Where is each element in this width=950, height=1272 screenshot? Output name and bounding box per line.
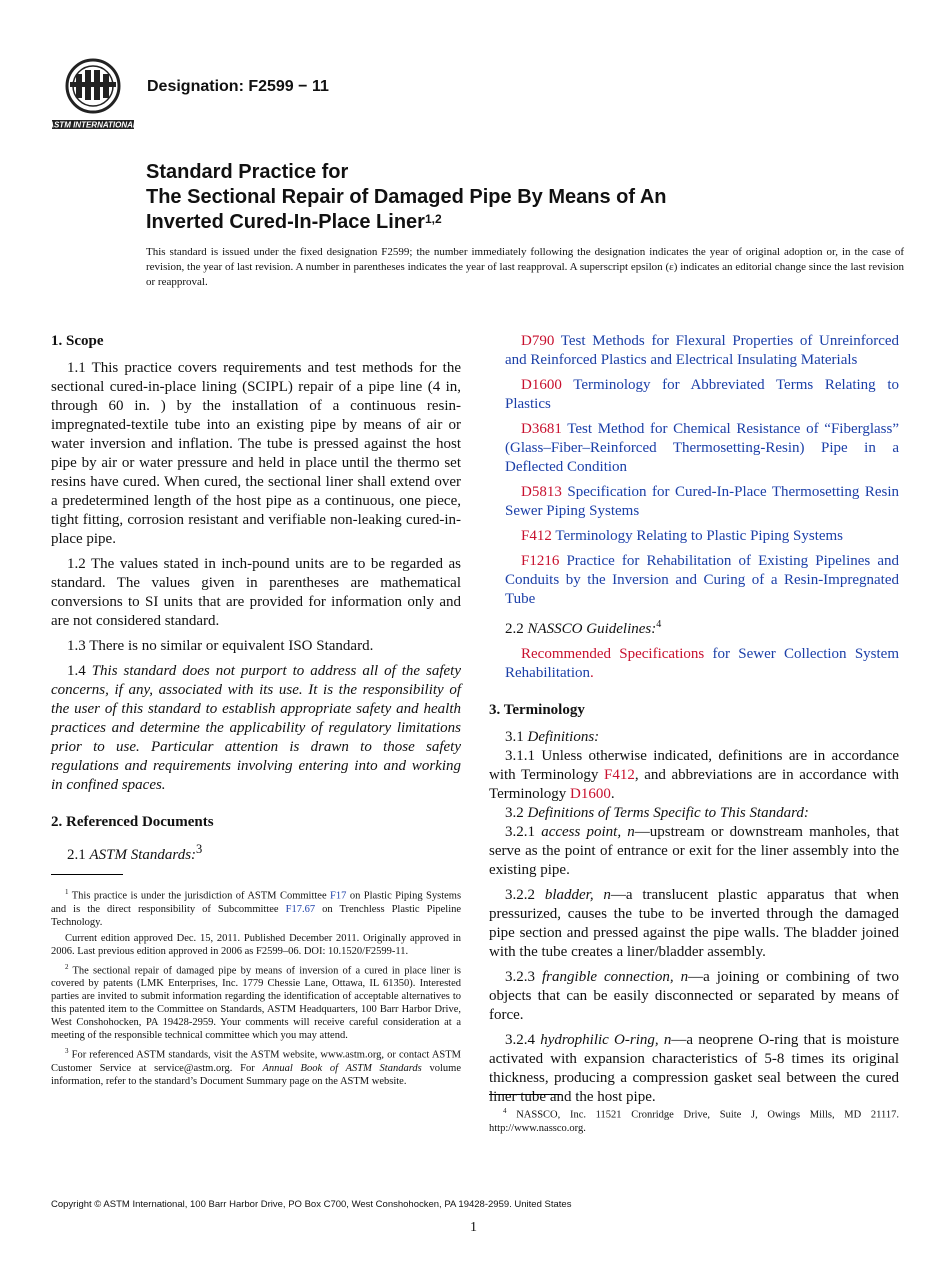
terminology-heading: 3. Terminology: [489, 702, 585, 718]
scope-heading: 1. Scope: [51, 333, 104, 349]
paragraph-1-3: 1.3 There is no similar or equivalent ISO Standard.: [67, 638, 374, 654]
footnotes-right: [489, 1105, 899, 1138]
paragraph-1-4: 1.4 This standard does not purport to address all of the safety concerns, if any, associated with its use. It is the responsibility of the user of this standard to establish appropriate safety and health practices and determine the applicability of regulatory limitations prior to use. Particular attention is drawn to those safety regulations and requirements involving entering into and working in confined spaces.: [51, 663, 462, 793]
document-title: [146, 160, 866, 235]
footnote-divider-right: [489, 1094, 561, 1095]
footnote-3: $^3$ For referenced ASTM standards, visit the ASTM website, www.astm.org, or contact ASTM Customer Service at service@astm.org. For Annual Book of ASTM Standards volume information, refer to the standard’s Document Summary page on the ASTM website.: [51, 1047, 462, 1087]
paragraph-3-1: 3.1 Definitions:: [505, 729, 600, 745]
left-column: [51, 332, 461, 871]
ref-item[interactable]: D5813 Specification for Cured-In-Place Thermosetting Resin Sewer Piping Systems: [505, 484, 900, 519]
definition-3-2-2: 3.2.2 bladder, n—a translucent plastic apparatus that when pressurized, causes the tube to be inverted through the damaged pipe section and pressed against the pipe walls. The bladder joined with the tube creates a liner/bladder assembly.: [489, 887, 900, 960]
designation: Designation: F2599 − 11: [147, 78, 329, 95]
astm-logo-icon: [50, 58, 136, 132]
title-line-3: Inverted Cured-In-Place Liner$^{1,2}$: [146, 211, 442, 233]
definition-3-2-3: 3.2.3 frangible connection, n—a joining or combining of two objects that can be easily disconnected or separated by means of force.: [489, 969, 899, 1023]
copyright-footer: Copyright © ASTM International, 100 Barr Harbor Drive, PO Box C700, West Conshohocken, PA 19428-2959. United States: [51, 1199, 572, 1210]
footnotes-left: [51, 886, 461, 1091]
paragraph-1-1: 1.1 This practice covers requirements and test methods for the sectional cured-in-place lining (SCIPL) repair of a pipe line (4 in, through 60 in. ) by the installation of a continuous resin-impregnated-textile tube into an existing pipe by means of air or water inversion and inflation. The tube is pressed against the host pipe by air or water pressure and held in place until the thermo set resins have cured. When cured, the sectional liner shall extend over a predetermined length of the host pipe as a continuous, one piece, tight fitting, corrosion resistant and verifiable non-leaking cured-in-place pipe.: [51, 360, 461, 547]
link-f17-67[interactable]: F17.67: [285, 903, 316, 915]
link-d1600[interactable]: D1600: [570, 786, 611, 802]
footnote-1-edition: Current edition approved Dec. 15, 2011. Published December 2011. Originally approved in 2006. Last previous edition approved in 2006 as F2599–06. DOI: 10.1520/F2599-11.: [51, 932, 461, 957]
svg-text:ASTM INTERNATIONAL: ASTM INTERNATIONAL: [50, 120, 136, 130]
nassco-ref[interactable]: Recommended Specifications for Sewer Collection System Rehabilitation.: [505, 646, 899, 681]
paragraph-2-1: 2.1 ASTM Standards:$^3$: [67, 842, 203, 863]
ref-item[interactable]: F412 Terminology Relating to Plastic Piping Systems: [521, 528, 844, 544]
right-column: [489, 332, 899, 1113]
paragraph-3-2: 3.2 Definitions of Terms Specific to This Standard:: [505, 805, 809, 821]
footnote-ref-4[interactable]: 4: [656, 619, 662, 630]
ref-item[interactable]: D790 Test Methods for Flexural Properties of Unreinforced and Reinforced Plastics and Electrical Insulating Materials: [505, 333, 900, 368]
referenced-documents-heading: 2. Referenced Documents: [51, 814, 214, 830]
footnote-ref-3[interactable]: 3: [196, 842, 203, 856]
referenced-standards-list: [489, 332, 899, 609]
footnote-divider-left: [51, 874, 123, 875]
title-line-2: The Sectional Repair of Damaged Pipe By Means of An: [146, 186, 667, 208]
link-f412[interactable]: F412: [603, 767, 635, 783]
title-line-1: Standard Practice for: [146, 161, 349, 183]
footnote-1: $^1$ This practice is under the jurisdiction of ASTM Committee F17 on Plastic Piping Systems and is the direct responsibility of Subcommittee F17.67 on Trenchless Plastic Pipeline Technology.: [51, 888, 462, 928]
footnote-4: $^4$ NASSCO, Inc. 11521 Cronridge Drive, Suite J, Owings Mills, MD 21117. http://www.nassco.org.: [489, 1107, 899, 1134]
page-number: 1: [470, 1220, 477, 1235]
definition-3-2-4: 3.2.4 hydrophilic O-ring, n—a neoprene O-ring that is moisture activated with expansion characteristics of 5-8 times its original thickness, producing a compression gasket seal between the cured liner tube and the host pipe.: [489, 1032, 899, 1105]
paragraph-3-1-1: 3.1.1 Unless otherwise indicated, definitions are in accordance with Terminology F412, and abbreviations are in accordance with Terminology D1600.: [489, 748, 900, 802]
title-footnote-ref[interactable]: 1,2: [424, 212, 442, 226]
ref-item[interactable]: D3681 Test Method for Chemical Resistance of “Fiberglass” (Glass–Fiber–Reinforced Thermosetting-Resin) Pipe in a Deflected Condition: [505, 421, 899, 475]
issue-note: This standard is issued under the fixed designation F2599; the number immediately following the designation indicates the year of original adoption or, in the case of revision, the year of last revision. A number in parentheses indicates the year of last reapproval. A superscript epsilon (ε) indicates an editorial change since the last revision or reapproval.: [146, 246, 904, 288]
paragraph-2-2: 2.2 NASSCO Guidelines:$^4$: [505, 619, 662, 637]
astm-logo: [50, 58, 136, 132]
definition-3-2-1: 3.2.1 access point, n—upstream or downstream manholes, that serve as the point of entrance or exit for the liner assembly into the existing pipe.: [489, 824, 900, 878]
link-f17[interactable]: F17: [330, 890, 347, 902]
ref-item[interactable]: F1216 Practice for Rehabilitation of Existing Pipelines and Conduits by the Inversion and Curing of a Resin-Impregnated Tube: [505, 553, 899, 607]
paragraph-1-2: 1.2 The values stated in inch-pound units are to be regarded as standard. The values given in parentheses are mathematical conversions to SI units that are provided for information only and are not considered standard.: [51, 556, 461, 629]
footnote-2: $^2$ The sectional repair of damaged pipe by means of inversion of a cured in place liner is covered by patents (LMK Enterprises, Inc. 1779 Chessie Lane, Ottawa, IL 61350). Interested parties are invited to submit information regarding the identification of acceptable alternatives to this patented item to the Committee on Standards, ASTM Headquarters, 100 Barr Harbor Drive, West Conshohocken, PA 19428-2959. Your comments will receive careful consideration at a meeting of the responsible technical committee which you may attend.: [51, 962, 462, 1041]
ref-item[interactable]: D1600 Terminology for Abbreviated Terms Relating to Plastics: [505, 377, 899, 412]
